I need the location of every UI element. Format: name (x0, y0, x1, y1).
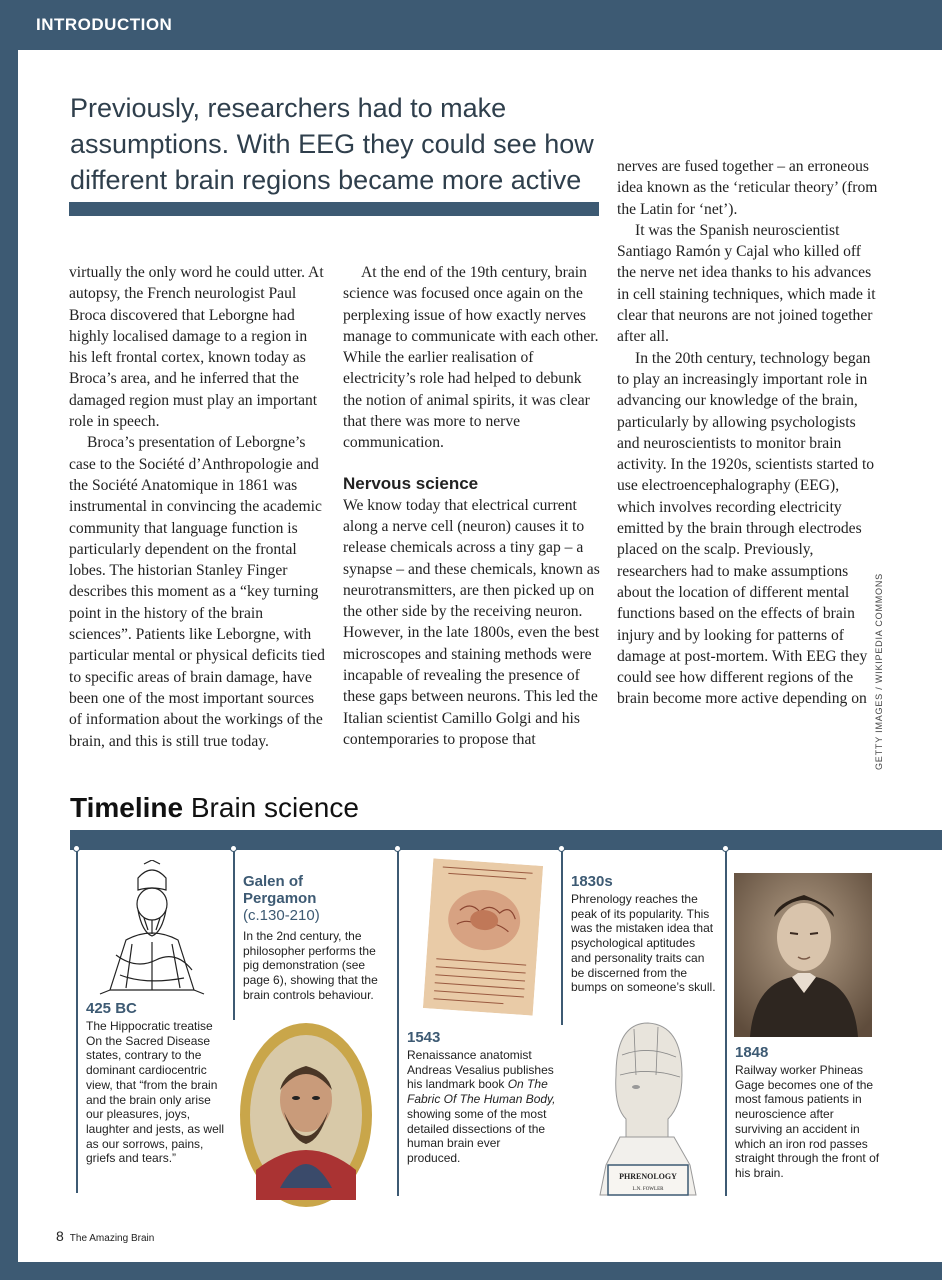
paragraph: nerves are fused together – an erroneous idea known as the ‘reticular theory’ (from the Latin for ‘net’). (617, 158, 878, 218)
column-2 (343, 262, 601, 750)
timeline-line (233, 850, 235, 1020)
timeline-heading-1830s: 1830s (571, 873, 613, 890)
timeline-title (70, 792, 359, 824)
column-1 (69, 262, 327, 752)
timeline-line (725, 850, 727, 1196)
body-text: Renaissance anatomist Andreas Vesalius publishes his landmark book (407, 1048, 554, 1092)
pull-quote: Previously, researchers had to make assumptions. With EEG they could see how different brain regions became more active (70, 93, 594, 195)
timeline-dot (230, 845, 237, 852)
column-3 (617, 156, 879, 710)
phrenology-maker-text: L.N. FOWLER (632, 1187, 664, 1192)
paragraph: It was the Spanish neuroscientist Santiago Ramón y Cajal who killed off the nerve net idea thanks to his advances in cell staining techniques, which made it clear that neurons are not joined together after all. (617, 221, 876, 346)
timeline-heading-425bc: 425 BC (86, 1000, 137, 1017)
image-credit: GETTY IMAGES / WIKIPEDIA COMMONS (874, 573, 884, 770)
timeline-subheading-galen: (c.130-210) (243, 907, 320, 924)
timeline-body-galen: In the 2nd century, the philosopher performs the pig demonstration (see page 6), showing that the brain controls behaviour. (243, 929, 378, 1002)
timeline-dot (394, 845, 401, 852)
page-number: 8 (56, 1228, 64, 1244)
timeline-bar (70, 830, 942, 850)
timeline-line (397, 850, 399, 1196)
timeline-title-rest: Brain science (183, 792, 359, 823)
publication-name: The Amazing Brain (69, 1233, 155, 1244)
vesalius-dissection-image (423, 858, 543, 1015)
timeline-line (561, 850, 563, 1025)
body-text: showing some of the most detailed dissections of the human brain ever produced. (407, 1106, 547, 1165)
page (18, 50, 942, 1262)
paragraph: virtually the only word he could utter. At autopsy, the French neurologist Paul Broca discovered that Leborgne had highly localised damage to a region in his left frontal cortex, known today as Broca’s area, and he inferred that the damaged region must play an important role in speech. (69, 264, 324, 431)
timeline-body-1848: Railway worker Phineas Gage becomes one of the most famous patients in neuroscience after surviving an accident in which an iron rod passes straight through the front of his brain. (735, 1063, 880, 1180)
timeline-heading-1848: 1848 (735, 1044, 769, 1061)
page-footer (56, 1228, 154, 1244)
phrenology-label-text: PHRENOLOGY (619, 1172, 677, 1181)
timeline-body-1830s: Phrenology reaches the peak of its popularity. This was the mistaken idea that psychological aptitudes and personality traits can be discerned from the bumps on someone’s skull. (571, 892, 716, 995)
subheading: Nervous science (343, 473, 479, 493)
timeline-dot (558, 845, 565, 852)
galen-portrait-image (236, 1020, 376, 1210)
section-label: INTRODUCTION (36, 15, 173, 34)
timeline-body-1543 (407, 1048, 557, 1166)
paragraph: Broca’s presentation of Leborgne’s case to the Société d’Anthropologie and the Société Anatomique in 1861 was instrumental in convincing the academic community that language function is particularly dependent on the frontal lobes. The historian Stanley Finger describes this moment as a “key turning point in the history of the brain sciences”. Patients like Leborgne, with particular mental or physical deficits tied to specific areas of brain damage, have been one of the most important sources of information about the workings of the brain, and this is still true today. (69, 434, 325, 750)
paragraph: At the end of the 19th century, brain science was focused once again on the perplexing issue of how exactly nerves manage to communicate with each other. While the earlier realisation of electricity’s role had helped to debunk the notion of animal spirits, it was clear that there was more to nerve communication. (343, 264, 599, 452)
phineas-gage-photo-image (734, 873, 872, 1037)
timeline-title-bold: Timeline (70, 792, 184, 823)
timeline-heading-galen: Galen of Pergamon (243, 873, 317, 907)
timeline-line (76, 850, 78, 1193)
timeline-body-425bc: The Hippocratic treatise On the Sacred Disease states, contrary to the dominant cardiocentric view, that “from the brain and the brain only arise our pleasures, joys, laughter and jests, as well as our sorrows, pains, griefs and tears.” (86, 1019, 225, 1166)
paragraph: In the 20th century, technology began to play an increasingly important role in advancing our knowledge of the brain, particularly by allowing psychologists and neuroscientists to monitor brain activity. In the 1920s, scientists started to use electroencephalography (EEG), which involves recording electricity emitted by the brain through electrodes placed on the scalp. Previously, researchers had to make assumptions about the location of different mental functions based on the effects of brain injury and by looking for patterns of damage at post-mortem. With EEG they could see how different regions of the brain become more active depending on (617, 349, 875, 708)
phrenology-bust-image (586, 1015, 706, 1205)
timeline-dot (722, 845, 729, 852)
timeline-heading-1543: 1543 (407, 1029, 441, 1046)
hippocrates-woodcut-image (96, 860, 208, 995)
pull-quote-rule (69, 202, 599, 216)
paragraph: We know today that electrical current along a nerve cell (neuron) causes it to release chemicals across a tiny gap – a synapse – and these chemicals, known as neurotransmitters, are then picked up on the other side by the receiving neuron. However, in the late 1800s, even the best microscopes and staining methods were incapable of revealing the presence of these gaps between neurons. This led the Italian scientist Camillo Golgi and his contemporaries to propose that (343, 496, 600, 748)
book-title: On The Fabric Of The Human Body, (407, 1077, 556, 1107)
timeline-dot (73, 845, 80, 852)
